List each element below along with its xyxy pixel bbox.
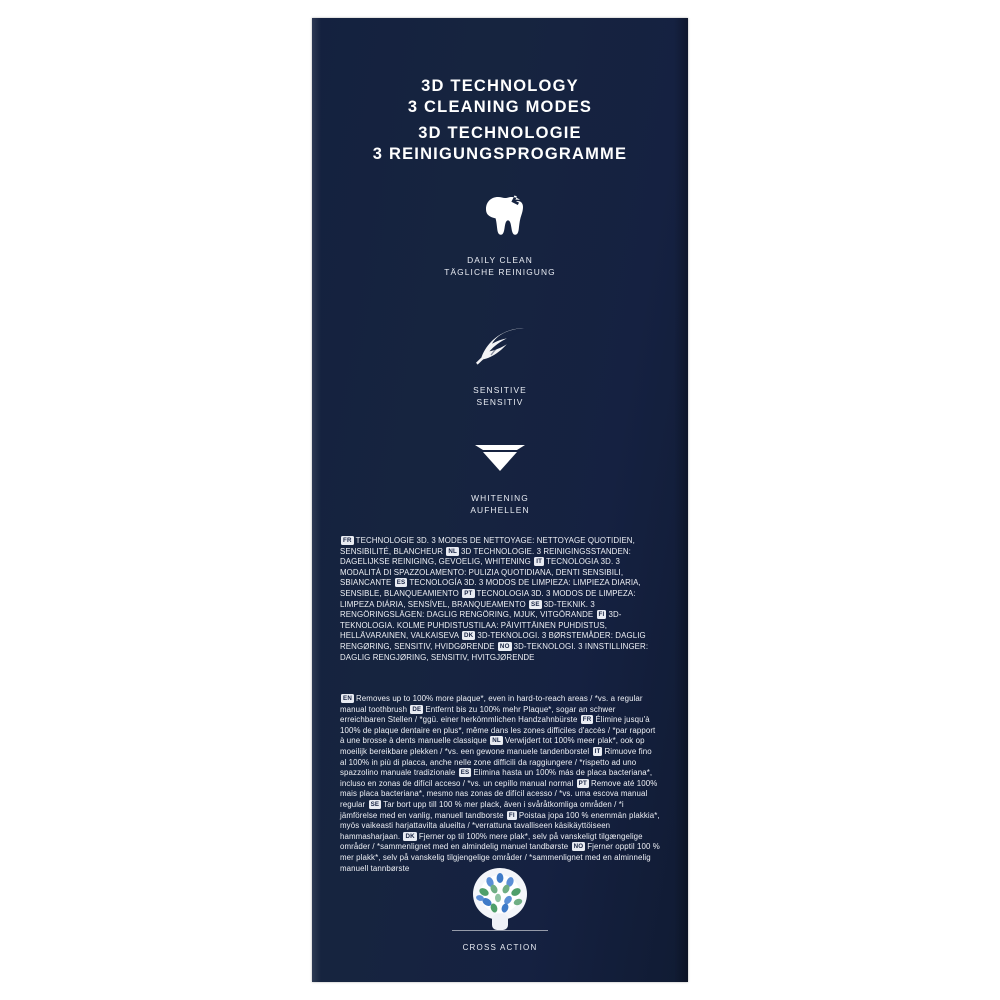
lang-text-dk: Fjerner op til 100% mere plak*, selv på vanskeligt tilgængelige områder / *sammenlignet med en almindelig manuel tandbørste — [340, 831, 643, 852]
lang-text-dk: 3D-TEKNOLOGI. 3 BØRSTEMÅDER: DAGLIG RENGØRING, SENSITIV, HVIDGØRENDE — [340, 631, 646, 651]
lang-text-se: Tar bort upp till 100 % mer plack, även i svåråtkomliga områden / *i jämförelse med en vanlig, manuell tandborste — [340, 799, 624, 820]
lang-text-es: Elimina hasta un 100% más de placa bacteriana*, incluso en zonas de difícil acceso / *vs. un cepillo manual normal — [340, 768, 653, 788]
lang-text-fr: Élimine jusqu'à 100% de plaque dentaire en plus*, même dans les zones difficiles d'accès / *par rapport à une brosse à dents manuelle classique — [340, 715, 656, 746]
lang-tag-pt: PT — [578, 779, 587, 787]
lang-tag-se: SE — [531, 600, 540, 608]
mode-daily-clean-labels — [312, 255, 688, 278]
mode-sensitive-label-en: SENSITIVE — [473, 385, 527, 395]
lang-tag-fr: FR — [582, 716, 592, 724]
lang-text-nl: Verwijdert tot 100% meer plak*, ook op moeilijk bereikbare plekken / *vs. een gewone manuele tandenborstel — [340, 736, 645, 756]
lang-text-fi: Poistaa jopa 100 % enemmän plakkia*, myös vaikeasti harjattavilta alueilta / *verrattuna tavalliseen käsikäyttöiseen hammasharjaan. — [340, 810, 660, 841]
mode-whitening-label-en: WHITENING — [471, 493, 529, 503]
headline-german-line-2: 3 REINIGUNGSPROGRAMME — [372, 145, 628, 163]
lang-tag-es: ES — [396, 579, 406, 587]
headline-english — [312, 76, 688, 118]
headline-german-line-1: 3D TECHNOLOGIE — [418, 124, 582, 142]
mode-daily-clean — [312, 188, 688, 278]
mode-sensitive-labels — [312, 385, 688, 408]
tooth-rotate-icon — [312, 188, 688, 246]
lang-tag-it: IT — [536, 558, 543, 566]
brush-head-divider — [452, 930, 548, 931]
mode-sensitive — [312, 318, 688, 408]
headline-german — [312, 123, 688, 165]
lang-text-nl: 3D TECHNOLOGIE. 3 REINIGINGSSTANDEN: DAGELIJKSE REINIGING, GEVOELIG, WHITENING — [340, 546, 631, 567]
brush-head-illustration — [312, 864, 688, 952]
mode-whitening-label-de: AUFHELLEN — [470, 504, 530, 515]
lang-text-pt: Remove até 100% mais placa bacteriana*, mesmo nas zonas de difícil acesso / *vs. uma escova manual regular — [340, 778, 658, 809]
lang-tag-nl: NL — [492, 737, 501, 745]
lang-text-no: Fjerner opptil 100 % mer plakk*, selv på vanskelig tilgjengelige områder / *sammenlignet med en alminnelig manuell tannbørste — [340, 842, 660, 873]
lang-tag-en: EN — [343, 695, 352, 702]
lang-text-en: Removes up to 100% more plaque*, even in hard-to-reach areas / *vs. a regular manual toothbrush — [340, 694, 643, 714]
lang-tag-pt: PT — [464, 589, 473, 597]
lang-tag-it: IT — [594, 747, 601, 755]
mode-sensitive-label-de: SENSITIV — [476, 396, 524, 407]
lang-tag-es: ES — [460, 769, 470, 777]
product-package-panel — [312, 18, 688, 982]
mode-daily-clean-label-de: TÄGLICHE REINIGUNG — [444, 266, 556, 277]
brush-head-caption: CROSS ACTION — [462, 943, 538, 952]
headline-english-line-2: 3 CLEANING MODES — [407, 98, 593, 116]
lang-text-de: Entfernt bis zu 100% mehr Plaque*, sogar an schwer erreichbaren Stellen / *ggü. einer herkömmlichen Handzahnbürste — [340, 704, 616, 725]
lang-text-no: 3D-TEKNOLOGI. 3 INNSTILLINGER: DAGLIG RENGJØRING, SENSITIV, HVITGJØRENDE — [340, 641, 649, 662]
lang-text-fi: 3D-TEKNOLOGIA. KOLME PUHDISTUSTILAA: PÄIVITTÄINEN PUHDISTUS, HELLÄVARAINEN, VALKAISEVA — [340, 610, 622, 641]
lang-text-fr: TECHNOLOGIE 3D. 3 MODES DE NETTOYAGE: NETTOYAGE QUOTIDIEN, SENSIBILITÉ, BLANCHEUR — [340, 536, 635, 556]
lang-text-se: 3D-TEKNIK. 3 RENGÖRINGSLÄGEN: DAGLIG RENGÖRING, MJUK, VITGÖRANDE — [340, 599, 595, 620]
lang-tag-se: SE — [370, 800, 380, 808]
lang-tag-dk: DK — [464, 632, 474, 640]
diamond-icon — [312, 426, 688, 484]
lang-text-it: TECNOLOGIA 3D. 3 MODALITÀ DI SPAZZOLAMENTO: PULIZIA QUOTIDIANA, DENTI SENSIBILI, SBIANCANTE — [340, 557, 624, 588]
multilingual-plaque-claim-paragraph — [340, 694, 660, 874]
multilingual-modes-paragraph — [340, 536, 660, 663]
toothbrush-head-icon — [312, 864, 688, 935]
mode-whitening — [312, 426, 688, 516]
lang-text-pt: TECNOLOGIA 3D. 3 MODOS DE LIMPEZA: LIMPEZA DIÁRIA, SENSÍVEL, BRANQUEAMENTO — [340, 588, 636, 609]
lang-tag-no: NO — [499, 642, 510, 650]
mode-daily-clean-label-en: DAILY CLEAN — [467, 255, 533, 265]
mode-whitening-labels — [312, 493, 688, 516]
lang-tag-fi: FI — [598, 611, 605, 619]
lang-tag-de: DE — [412, 705, 422, 713]
headline-english-line-1: 3D TECHNOLOGY — [421, 77, 579, 95]
lang-tag-fr: FR — [343, 537, 352, 544]
lang-text-es: TECNOLOGÍA 3D. 3 MODOS DE LIMPIEZA: LIMPIEZA DIARIA, SENSIBLE, BLANQUEAMIENTO — [340, 578, 641, 598]
lang-text-it: Rimuove fino al 100% in più di placca, anche nelle zone difficili da raggiungere / *rispetto ad uno spazzolino manuale tradizionale — [340, 746, 652, 778]
lang-tag-dk: DK — [405, 832, 415, 840]
lang-tag-no: NO — [573, 843, 584, 851]
feather-icon — [312, 318, 688, 376]
lang-tag-fi: FI — [508, 811, 515, 819]
lang-tag-nl: NL — [448, 547, 458, 555]
